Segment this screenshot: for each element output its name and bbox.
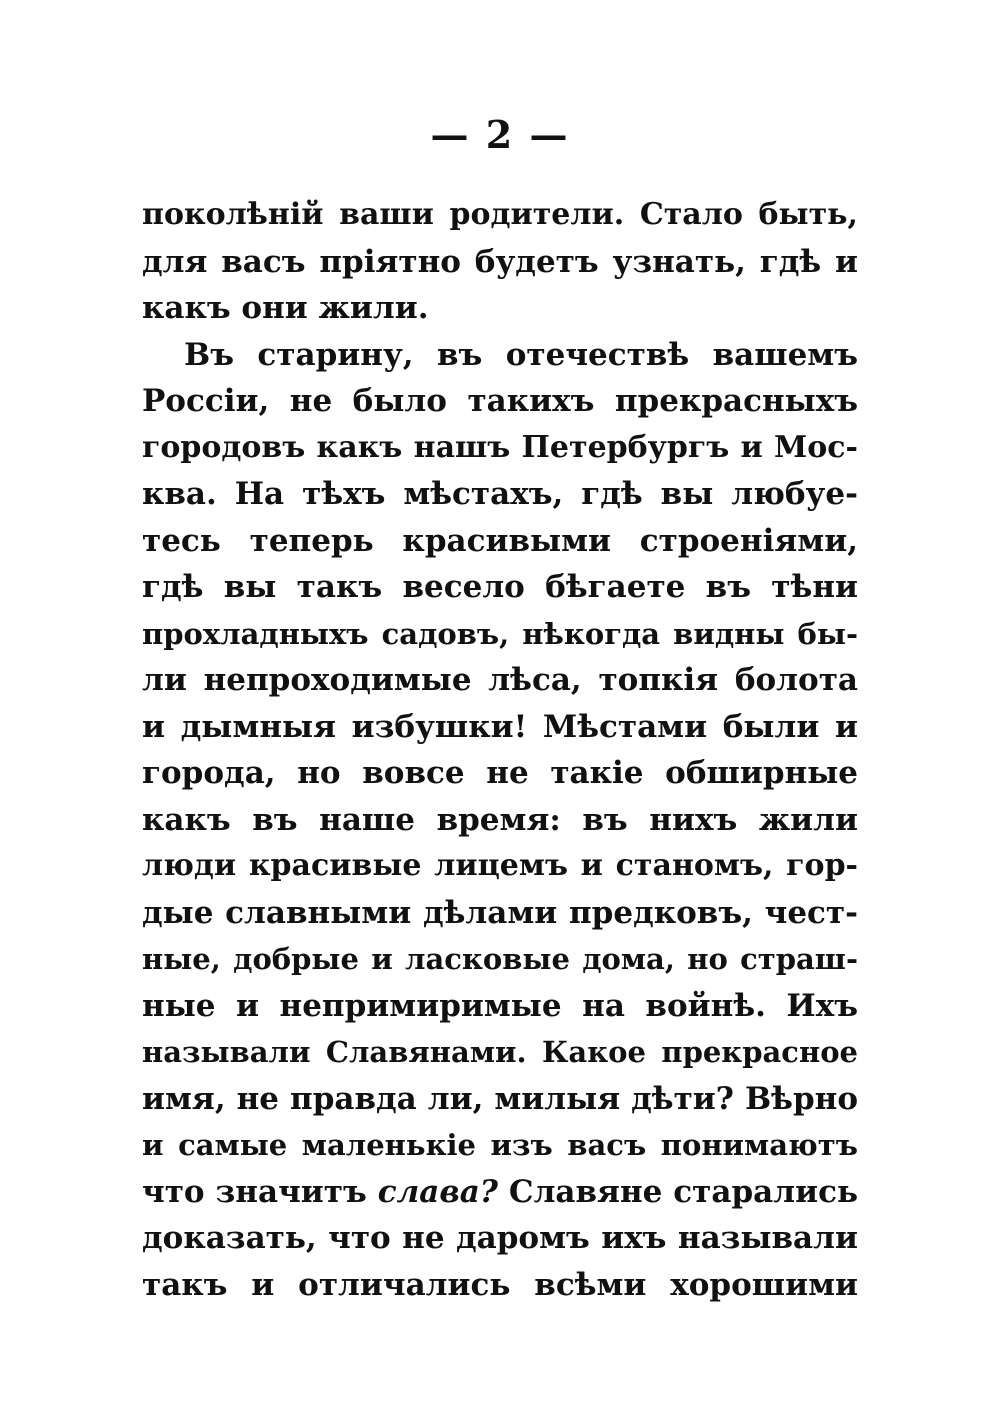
text-line: имя, не правда ли, милыя дѣти? Вѣрно xyxy=(142,1080,858,1117)
text-line: какъ они жили. xyxy=(142,290,429,326)
text-line: прохладныхъ садовъ, нѣкогда видны бы- xyxy=(142,616,858,651)
text-line: и дымныя избушки! Мѣстами были и xyxy=(142,708,858,745)
text-line: поколѣній ваши родители. Стало быть, xyxy=(142,197,858,232)
text-segment: что значитъ xyxy=(142,1173,367,1210)
text-line: ные, добрые и ласковые дома, но страш- xyxy=(142,942,858,976)
text-line: для васъ пріятно будетъ узнать, гдѣ и xyxy=(142,243,858,280)
text-line: какъ въ наше время: въ нихъ жили xyxy=(142,801,858,838)
text-line: такъ и отличались всѣми хорошими xyxy=(142,1266,858,1303)
text-line: тесь теперь красивыми строеніями, xyxy=(142,522,858,559)
text-line: городовъ какъ нашъ Петербургъ и Мос- xyxy=(142,429,858,465)
text-line: города, но вовсе не такіе обширные xyxy=(142,755,858,791)
text-line: ква. На тѣхъ мѣстахъ, гдѣ вы любуе- xyxy=(142,476,858,512)
text-line: называли Славянами. Какое прекрасное xyxy=(142,1035,858,1069)
text-line: ные и непримиримые на войнѣ. Ихъ xyxy=(142,987,858,1024)
text-line: Россіи, не было такихъ прекрасныхъ xyxy=(142,383,858,419)
text-line: ли непроходимые лѣса, топкія болота xyxy=(142,662,858,698)
text-line: дые славными дѣлами предковъ, чест- xyxy=(142,894,858,931)
text-segment: Славяне старались xyxy=(508,1173,858,1210)
text-line: гдѣ вы такъ весело бѣгаете въ тѣни xyxy=(142,569,858,605)
text-line: и самые маленькіе изъ васъ понимаютъ xyxy=(142,1128,858,1162)
body-text xyxy=(142,192,858,1308)
text-line: доказать, что не даромъ ихъ называли xyxy=(142,1220,858,1256)
italic-word: слава? xyxy=(377,1173,498,1210)
text-line: люди красивые лицемъ и станомъ, гор- xyxy=(142,848,858,883)
page-number: — 2 — xyxy=(430,112,570,157)
text-line-with-italic xyxy=(142,1169,858,1216)
text-line: Въ старину, въ отечествѣ вашемъ xyxy=(184,336,858,373)
